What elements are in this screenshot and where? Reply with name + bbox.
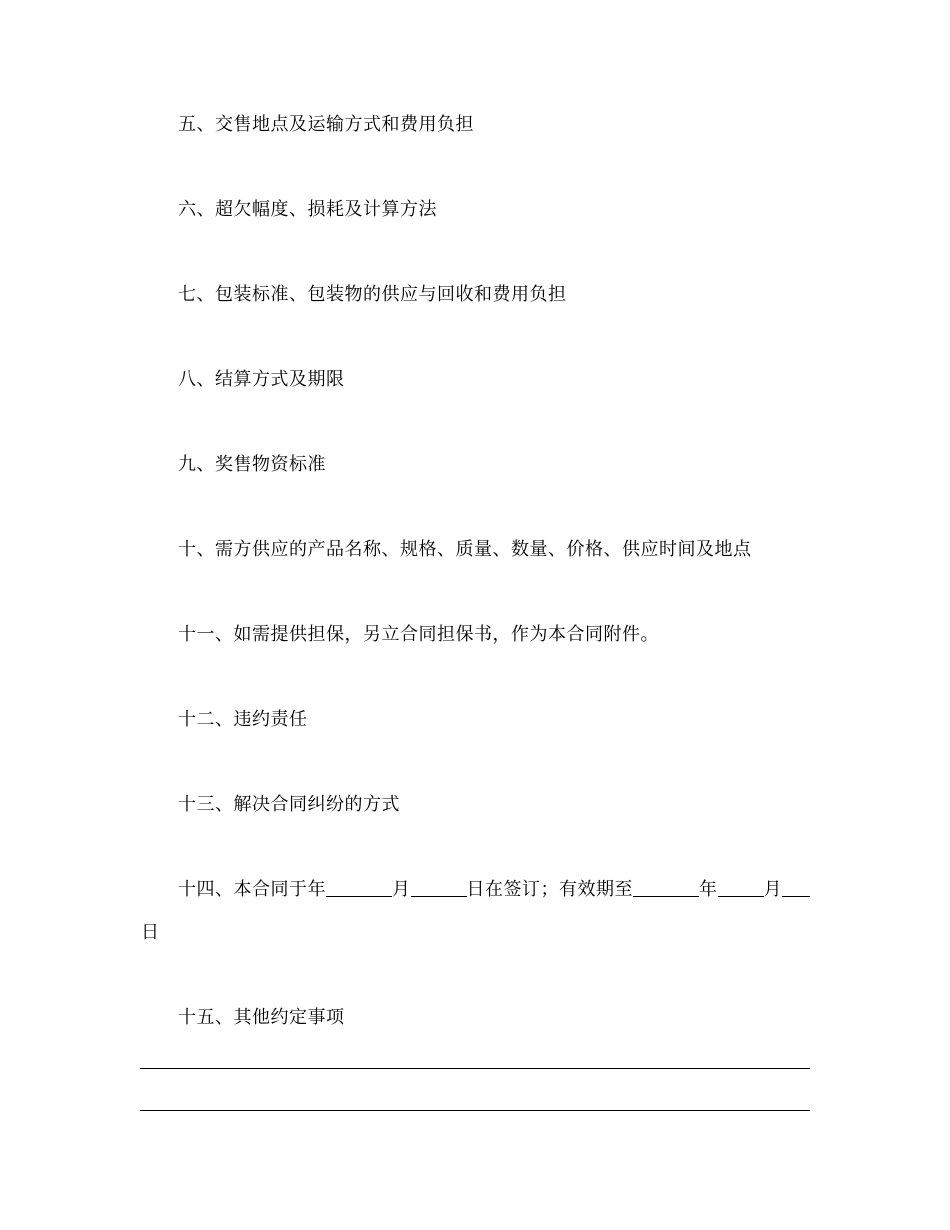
clause-14-text-5: 月: [763, 879, 782, 900]
blank-month-start[interactable]: [326, 879, 392, 897]
blank-month-end[interactable]: [718, 879, 764, 897]
clause-5: 五、交售地点及运输方式和费用负担: [178, 114, 474, 135]
clause-6: 六、超欠幅度、损耗及计算方法: [178, 199, 437, 220]
clause-14: [178, 879, 810, 901]
blank-year-end[interactable]: [633, 879, 699, 897]
blank-line-2[interactable]: [140, 1110, 810, 1111]
blank-day-start[interactable]: [411, 879, 467, 897]
clause-14-text-4: 年: [699, 879, 718, 900]
clause-13: 十三、解决合同纠纷的方式: [178, 794, 400, 815]
blank-day-end[interactable]: [782, 879, 810, 897]
clause-15: 十五、其他约定事项: [178, 1007, 345, 1028]
clause-7: 七、包装标准、包装物的供应与回收和费用负担: [178, 284, 567, 305]
blank-line-1[interactable]: [140, 1068, 810, 1069]
clause-8: 八、结算方式及期限: [178, 369, 345, 390]
clause-14-continuation: 日: [141, 922, 159, 943]
clause-12: 十二、违约责任: [178, 709, 308, 730]
clause-14-text-1: 十四、本合同于年: [178, 879, 326, 900]
clause-10: 十、需方供应的产品名称、规格、质量、数量、价格、供应时间及地点: [178, 539, 752, 560]
clause-14-text-2: 月: [392, 879, 411, 900]
clause-11: 十一、如需提供担保，另立合同担保书，作为本合同附件。: [178, 624, 659, 645]
clause-9: 九、奖售物资标准: [178, 454, 326, 475]
clause-14-text-3: 日在签订；有效期至: [466, 879, 633, 900]
